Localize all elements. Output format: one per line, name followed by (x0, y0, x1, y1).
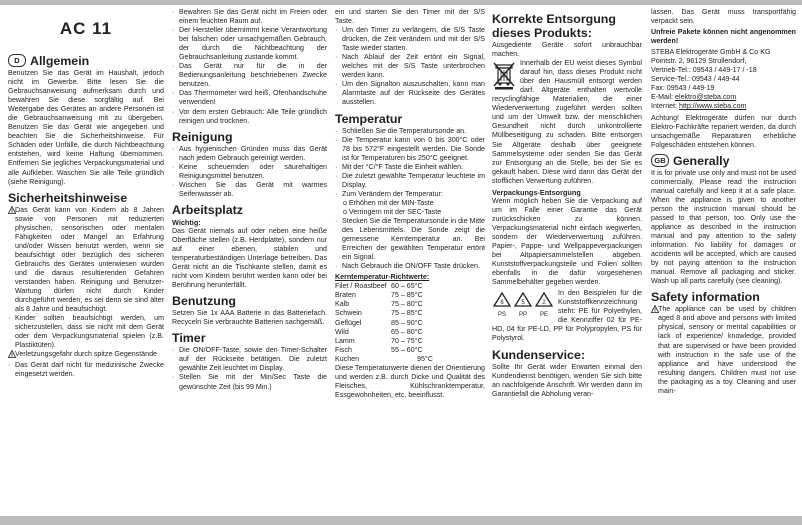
email-link[interactable]: elektro@steba.com (675, 93, 737, 102)
subheading-verpackung: Verpackungs-Entsorgung (492, 187, 581, 197)
list-item: · Um den Signalton auszuschalten, kann man Alarmtaste auf der Rückseite des Gerätes ausstellen. (335, 80, 485, 107)
crossed-bin-icon (492, 60, 516, 90)
generally-text: It is for private use only and must not be used commercially. Please read the instruction manual carefully and keep it at a safe place. When the appliance is given to another person the instruction manual should be passed to that person, too. Only use the appliance as described in the instruction manual and pay attention to the safety information. No liability for damages or accidents will be accepted, which are caused by not paying attention to the instruction manual. Remove all packaging and sticker. Wash up all parts carefully (see cleaning). (651, 168, 796, 286)
warning-icon (8, 206, 15, 315)
kern-row: Schwein 75 – 85°C (335, 309, 423, 318)
section-title-sicherheitshinweise: Sicherheitshinweise (8, 190, 128, 205)
achtung-text: Achtung! Elektrogeräte dürfen nur durch Elektro-Fachkräfte repariert werden, da durch unsachgemäße Reparaturen erhebliche Folgeschäden entstehen können. (651, 113, 796, 149)
column-5 (651, 8, 796, 516)
top-gray-bar (0, 0, 802, 5)
recycle-label-pp: PP (518, 312, 528, 319)
kern-row: Braten 75 – 85°C (335, 291, 423, 300)
website-link[interactable]: http://www.steba.com (679, 102, 747, 111)
list-item: · Nach Ablauf der Zeit ertönt ein Signal, welches mit der S/S Taste unterbrochen werden kann. (335, 53, 485, 80)
document-title: AC 11 (59, 19, 113, 38)
timer-continued: ein und starten Sie den Timer mit der S/S Taste. (335, 8, 485, 26)
allgemein-text: Benutzen Sie das Gerät im Haushalt, jedoch nicht im Gewerbe. Bitte lesen Sie die Gebrauchsanweisung aufmerksam durch und bewahren Sie diese sorgfältig auf. Bei Weitergabe des Gerätes an andere Personen ist die Gebrauchsanweisung mit zu übergeben. Benutzen Sie das Gerät wie angegeben und beachten Sie die Sicherheitshinweise. Für Schäden oder Unfälle, die durch Nichtbeachtung entstehen, wird keine Haftung übernommen. Entfernen Sie jegliches Verpackungsmaterial und alle Aufkleber. Waschen Sie alle Teile gründlich (siehe Reinigung). (8, 69, 164, 186)
column-3 (335, 8, 485, 516)
entsorgung-block (492, 59, 642, 186)
address-block (651, 48, 796, 111)
list-item: · Die zuletzt gewählte Temperatur leuchtete im Display. (335, 171, 485, 189)
svg-text:2: 2 (542, 300, 546, 307)
phone-line: Service-Tel.: 09543 / 449-44 (651, 75, 740, 84)
list-item: · Mit der °C/°F Taste die Einheit wählen. (335, 162, 464, 171)
list-item: · Um den Timer zu verlängern, die S/S Taste drücken, die Zeit verändern und mit der S/S Taste wieder starten. (335, 26, 485, 53)
recycle-text: In den Beispielen für die Kunststoffkennzeichnung steht: PE für Polyethylen, die Kennziffer 02 für PE-HD, 04 für PE-LD, PP für Polypropylen, PS für Polystyrol. (492, 289, 642, 343)
safety-text: Das Gerät darf nicht für medizinische Zwecke eingesetzt werden. (15, 361, 164, 379)
section-title-arbeitsplatz: Arbeitsplatz (172, 202, 243, 217)
list-item: · Zum Verändern der Temperatur: (335, 189, 443, 198)
section-title-benutzung: Benutzung (172, 294, 237, 309)
section-title-reinigung: Reinigung (172, 129, 233, 144)
section-title-kundenservice: Kundenservice: (492, 347, 585, 362)
kern-row: Kalb 75 – 80°C (335, 300, 423, 309)
list-item: · Aus hygienischen Gründen muss das Gerät nach jedem Gebrauch gereinigt werden. (172, 144, 327, 162)
kundenservice-text: Sollte Ihr Gerät wider Erwarten einmal den Kundendienst benötigen, wenden Sie sich bitte an nachfolgende Anschrift. Wir werden dann im Garantiefall die Abholung veran- (492, 362, 642, 398)
list-item: · Nach Gebrauch die ON/OFF Taste drücken. (335, 262, 480, 271)
list-item: · Das Gerät nur für die in der Bedienungsanleitung beschriebenen Zwecke benutzen. (172, 62, 327, 89)
section-title: Allgemein (30, 54, 90, 68)
column-2 (172, 8, 327, 516)
kundenservice-continued: lassen. Das Gerät muss transportfähig verpackt sein. (651, 8, 796, 26)
warning-icon (8, 350, 15, 361)
warning-icon (651, 305, 658, 395)
kerntemperatur-note: Diese Temperaturwerte dienen der Orientierung und werden z.B. durch Dicke und Qualität des Fleisches, Kühlschranktemperatur, Essgewohnheiten, etc. beeinflusst. (335, 363, 485, 399)
section-title-entsorgung: Korrekte Entsorgung dieses Produkts: (492, 12, 616, 40)
kern-row: Kuchen 95°C (335, 354, 433, 363)
safety-text: The appliance can be used by children aged 8 and above and persons with limited physical, sensory or mental capabilities or lack of experience/ knowledge, provided that are supervised or have been provided with instruction in the safe use of the appliance and have understood the resulting dangers. Children must not use the packaging as a toy. Cleaning and user main- (658, 305, 796, 395)
column-4 (492, 8, 642, 516)
kerntemperatur-title: Kerntemperatur-Richtwerte: (335, 273, 430, 282)
list-item: · Die ON/OFF-Taste, sowie den Timer-Schalter auf der Rückseite betätigen. Die zuletzt gewählte Zeit leuchtet im Display. (172, 346, 327, 373)
recycle-label-pe: PE (539, 312, 549, 319)
recycling-icons (492, 291, 554, 321)
sub-item: o Erhöhen mit der MIN-Taste (343, 198, 434, 207)
list-item: · Stellen Sie mit der Min/Sec Taste die gewünschte Zeit (bis 99 Min.) (172, 373, 327, 391)
list-item (8, 350, 164, 361)
list-item: · Die Temperatur kann von 0 bis 300°C oder 78 bis 572°F eingestellt werden. Die Sonde ist für Temperaturen bis 250°C geeignet. (335, 135, 485, 162)
language-badge-gb: GB (651, 154, 669, 167)
section-generally (651, 154, 796, 168)
safety-text: Verletzungsgefahr durch spitze Gegenstände (15, 350, 157, 359)
arbeitsplatz-text: Das Gerät niemals auf oder neben eine heiße Oberfläche stellen (z.B. Herdplatte), sondern nur auf einer ebenen, stabilen und temperaturbeständigen Unterlage betreiben. Das Gerät nicht an die Tischkante stellen, damit es nicht vom Kindern berührt werden kann oder bei Berührung herunterfällt. (172, 226, 327, 290)
list-item: · Das Gerät darf nicht für medizinische Zwecke eingesetzt werden. (8, 361, 164, 379)
kern-row: Lamm 70 – 75°C (335, 336, 423, 345)
list-item (651, 305, 796, 395)
list-item: · Stecken Sie die Temperatursonde in die Mitte des Lebensmittels. Die Sonde zeigt die gemessene Kerntemperatur an. Bei Erreichen der gewählten Temperatur ertönt ein Signal. (335, 216, 485, 262)
section-title: Generally (673, 153, 730, 168)
kern-row: Wild 65 – 80°C (335, 327, 423, 336)
svg-text:6: 6 (500, 300, 504, 307)
list-item: · Wischen Sie das Gerät mit warmes Seifenwasser ab. (172, 180, 327, 198)
list-item: · Das Thermometer wird heiß, Ofenhandschuhe verwenden! (172, 89, 327, 107)
list-item: · Schließen Sie die Temperatursonde an. (335, 126, 467, 135)
kern-row: Geflügel 85 – 90°C (335, 318, 423, 327)
phone-line: Vertrieb-Tel.: 09543 / 449-17 / -18 (651, 66, 757, 75)
unfrei-notice: Unfreie Pakete können nicht angenommen werden! (651, 28, 796, 46)
safety-text: Kinder sollten beaufsichtigt werden, um sicherzustellen, dass sie nicht mit dem Gerät oder dem Verpackungsmaterial spielen (z.B. Plastiktüten). (15, 314, 164, 350)
list-item: · Vor dem ersten Gebrauch: Alle Teile gründlich reinigen und trocknen. (172, 107, 327, 125)
svg-text:5: 5 (521, 300, 525, 307)
email-line: E-Mail: elektro@steba.com (651, 93, 737, 102)
column-1 (8, 8, 164, 516)
language-badge-de: D (8, 54, 26, 67)
kern-row: Fisch 55 – 60°C (335, 345, 423, 354)
recycling-block (492, 289, 642, 343)
list-item: · Kinder sollten beaufsichtigt werden, um sicherzustellen, dass sie nicht mit dem Gerät oder dem Verpackungsmaterial spielen (z.B. Plastiktüten). (8, 314, 164, 350)
bottom-gray-bar (0, 516, 802, 525)
kern-row: Filet / Roastbeef 60 – 65°C (335, 282, 423, 291)
entsorgung-intro: Ausgediente Geräte sofort unbrauchbar machen. (492, 41, 642, 59)
section-title-safety: Safety information (651, 290, 760, 305)
address-line: Pointstr. 2, 96129 Strullendorf, (651, 57, 747, 66)
fax-line: Fax: 09543 / 449-19 (651, 84, 715, 93)
benutzung-text: Setzen Sie 1x AAA Batterie in das Batteriefach. Recyceln Sie verbrauchte Batterien sachgemäß. (172, 309, 327, 327)
list-item: · Bewahren Sie das Gerät nicht im Freien oder einem feuchten Raum auf. (172, 8, 327, 26)
recycle-label-ps: PS (497, 312, 507, 319)
address-line: STEBA Elektrogeräte GmbH & Co KG (651, 48, 771, 57)
internet-line: Internet: http://www.steba.com (651, 102, 747, 111)
subheading-wichtig: Wichtig: (172, 217, 201, 227)
entsorgung-text: Innerhalb der EU weist dieses Symbol darauf hin, dass dieses Produkt nicht über den Hausmüll entsorgt werden darf. Altgeräte enthalten wertvolle recyclingfähige Materialien, die einer Wiederverwertung zugeführt werden sollten und um der Umwelt bzw. der menschlichen Gesundheit nicht durch unkontrollierte Müllbeseitigung zu schaden. Bitte entsorgen Sie Altgeräte deshalb über geeignete Sammelsysteme oder senden Sie das Gerät zur Entsorgung an die Stelle, bei der Sie es gekauft haben. Diese wird dann das Gerät der stofflichen Verwertung zuführen. (492, 59, 642, 185)
verpackung-text: Wenn möglich heben Sie die Verpackung auf um im Falle einer Garantie das Gerät zurückschicken zu können. Verpackungsmaterial nicht einfach wegwerfen, sondern der Wiederverwertung zuführen. Papier-, Pappe- und Wellpappeverpackungen bei Altpapiersammelstellen abgeben. Kunststoffverpackungsteile und Folien sollten ebenfalls in die dafür vorgesehenen Sammelbehälter gegeben werden. (492, 196, 642, 287)
sub-item: o Verringern mit der SEC-Taste (343, 207, 442, 216)
section-title-timer: Timer (172, 331, 206, 346)
list-item: · Der Hersteller übernimmt keine Verantwortung bei falschen oder unsachgemäßen Gebrauch, der durch die Nichtbeachtung der Gebrauchsanleitung zustande kommt. (172, 26, 327, 62)
section-allgemein (8, 54, 164, 68)
section-title-temperatur: Temperatur (335, 111, 403, 126)
list-item (8, 206, 164, 315)
list-item: · Keine scheuernden oder säurehaltigen Reinigungsmittel benutzen. (172, 162, 327, 180)
safety-text: Das Gerät kann von Kindern ab 8 Jahren sowie von Personen mit reduzierten physischen, sensorischen oder mentalen Fähigkeiten oder Mangel an Erfahrung und/oder Wissen benutzt werden, wenn sie beaufsichtigt oder bezüglich des sicheren Gebrauchs des Gerätes unterwiesen wurden und die daraus resultierenden Gefahren verstanden haben. Reinigung und Benutzer-Wartung dürfen nicht durch Kinder durchgeführt werden, es sei denn sie sind älter als 8 Jahre und beaufsichtigt. (15, 205, 164, 314)
